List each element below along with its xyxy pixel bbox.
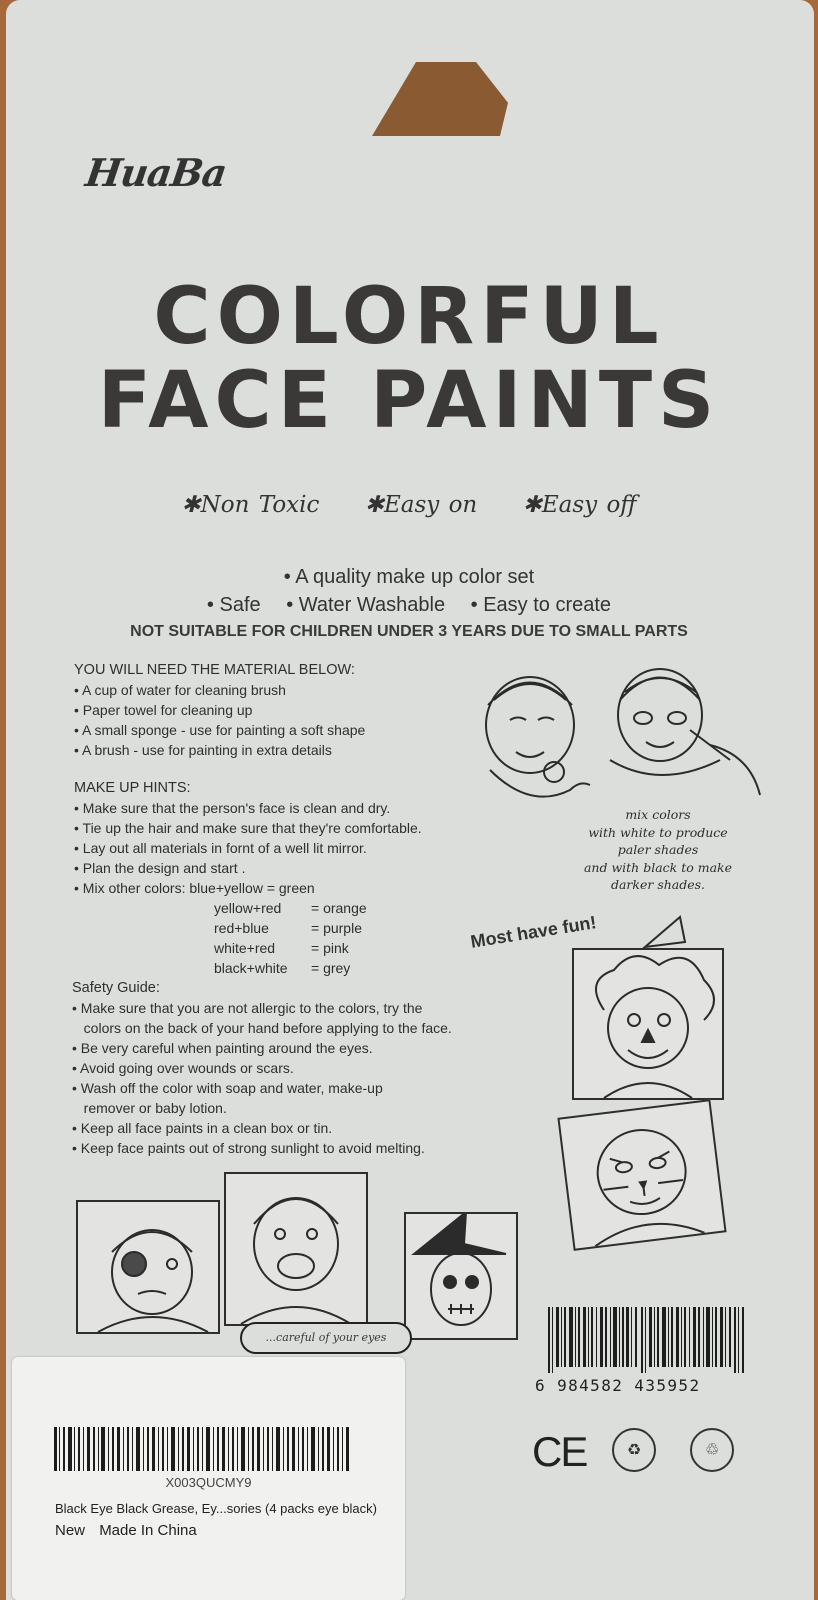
caption-line: mix colors (625, 807, 691, 822)
condition-row (55, 1522, 207, 1539)
title-line-2: FACE PAINTS (97, 356, 721, 446)
list-item: • Keep all face paints in a clean box or tin. (72, 1120, 333, 1136)
title-line-1: COLORFUL (153, 272, 665, 362)
clown-illustration (572, 948, 724, 1100)
caption-line: darker shades. (610, 877, 706, 892)
list-item: • Mix other colors: blue+yellow = green (74, 880, 315, 896)
product-description: Black Eye Black Grease, Ey...sories (4 packs eye black) (55, 1501, 377, 1516)
mix-result: = purple (311, 920, 362, 936)
point-easy: • Easy to create (470, 594, 612, 616)
condition-label: New (55, 1522, 86, 1539)
materials-heading: YOU WILL NEED THE MATERIAL BELOW: (74, 662, 355, 678)
fnsku-code: X003QUCMY9 (165, 1475, 252, 1490)
ce-mark-icon: CE (532, 1428, 587, 1475)
origin-label: Made In China (99, 1522, 197, 1539)
list-item: • Make sure that you are not allergic to the colors, try the (72, 1000, 423, 1016)
list-item: • A brush - use for painting in extra details (74, 742, 332, 758)
monkey-illustration (224, 1172, 368, 1326)
age-warning: NOT SUITABLE FOR CHILDREN UNDER 3 YEARS DUE TO SMALL PARTS (130, 623, 688, 640)
mix-colors: red+blue (214, 920, 269, 936)
feature-easy-off: ✱Easy off (522, 492, 637, 518)
list-item: • A cup of water for cleaning brush (74, 682, 286, 698)
mix-colors: white+red (214, 940, 276, 956)
green-dot-icon: ♻ (612, 1428, 656, 1472)
most-have-fun-text: Most have fun! (469, 912, 598, 952)
mix-result: = orange (311, 900, 367, 916)
list-item: remover or baby lotion. (72, 1100, 227, 1116)
list-item: • Lay out all materials in fornt of a well lit mirror. (74, 840, 367, 856)
face-illustration-pair (460, 660, 770, 810)
mix-result: = grey (311, 960, 351, 976)
list-item: colors on the back of your hand before applying to the face. (72, 1020, 452, 1036)
points-row (0, 594, 818, 617)
mix-colors: black+white (214, 960, 288, 976)
cat-face-illustration (557, 1099, 726, 1251)
mix-row (74, 938, 422, 958)
caption-line: and with black to make (583, 859, 733, 875)
point-safe: • Safe (206, 594, 261, 616)
mix-result: = pink (311, 940, 349, 956)
list-item: • A small sponge - use for painting a soft shape (74, 722, 366, 738)
recycle-icon: ♲ (690, 1428, 734, 1472)
feature-non-toxic: ✱Non Toxic (181, 492, 320, 518)
safety-heading: Safety Guide: (72, 980, 160, 996)
list-item: • Avoid going over wounds or scars. (72, 1060, 294, 1076)
list-item: • Tie up the hair and make sure that they're comfortable. (74, 820, 422, 836)
point-washable: • Water Washable (286, 594, 446, 616)
sticker-barcode (54, 1427, 350, 1471)
hang-hole (336, 62, 536, 136)
pirate-illustration (76, 1200, 220, 1334)
list-item: • Be very careful when painting around the eyes. (72, 1040, 373, 1056)
eyes-speech-bubble: ...careful of your eyes (240, 1322, 412, 1354)
list-item: • Keep face paints out of strong sunlight to avoid melting. (72, 1140, 425, 1156)
witch-illustration (404, 1212, 518, 1340)
caption-line: with white to produce (588, 824, 728, 840)
features-row (0, 492, 818, 518)
feature-easy-on: ✱Easy on (364, 492, 478, 518)
barcode-number: 6 984582 435952 (535, 1376, 701, 1395)
fnsku-sticker (12, 1357, 405, 1600)
list-item: • Plan the design and start . (74, 860, 246, 876)
list-item: • Paper towel for cleaning up (74, 702, 253, 718)
safety-section (72, 978, 452, 1158)
list-item: • Wash off the color with soap and water, make-up (72, 1080, 383, 1096)
point-quality: • A quality make up color set (283, 566, 535, 588)
party-hat-icon (640, 912, 690, 952)
brand-logo: HuaBa (82, 150, 230, 195)
mix-row (74, 958, 422, 978)
hints-heading: MAKE UP HINTS: (74, 780, 191, 796)
caption-line: paler shades (617, 842, 699, 857)
materials-section (74, 660, 365, 760)
mix-row (74, 918, 422, 938)
hints-section (74, 778, 422, 978)
list-item: • Make sure that the person's face is clean and dry. (74, 800, 391, 816)
product-barcode (548, 1307, 748, 1373)
mix-row (74, 898, 422, 918)
mix-colors: yellow+red (214, 900, 282, 916)
mix-caption (548, 806, 768, 894)
